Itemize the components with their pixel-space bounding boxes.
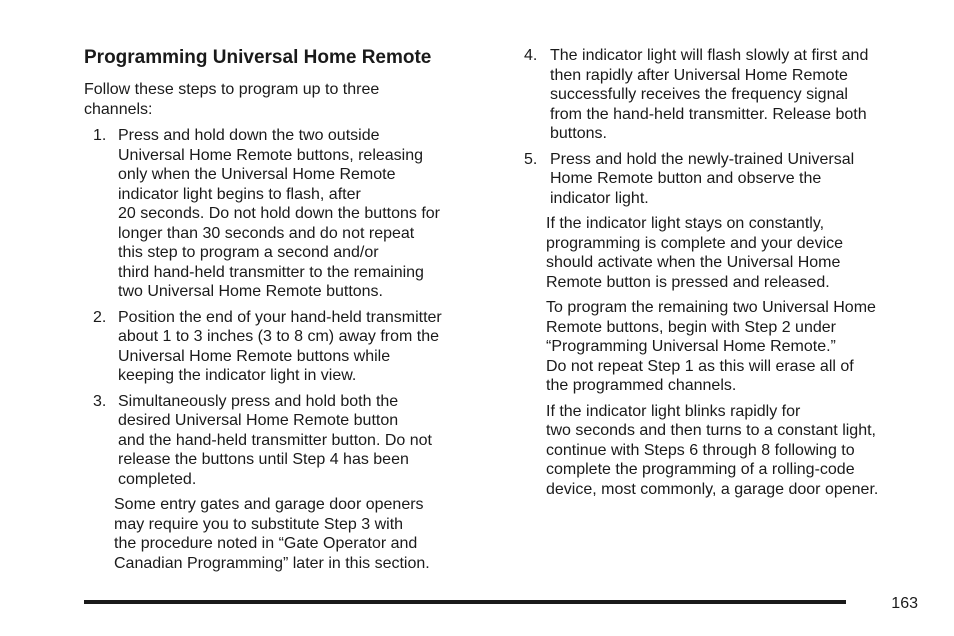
step-2 — [84, 308, 484, 386]
step-number: 5. — [524, 150, 538, 168]
step-line: two Universal Home Remote buttons. — [118, 283, 383, 300]
step-line: indicator light. — [550, 189, 649, 207]
step-line: longer than 30 seconds and do not repeat — [118, 224, 415, 242]
step-4 — [524, 46, 924, 144]
step-text — [550, 150, 924, 209]
note-line: may require you to substitute Step 3 with — [114, 515, 404, 533]
paragraph-constant-light — [524, 214, 924, 292]
step-3-note — [84, 495, 484, 573]
step-number: 2. — [93, 308, 107, 326]
intro-line: Follow these steps to program up to three — [84, 81, 380, 98]
para-line: To program the remaining two Universal Home — [546, 299, 876, 316]
paragraph-remaining-buttons — [524, 298, 924, 396]
step-line: from the hand-held transmitter. Release both — [550, 105, 867, 123]
note-line: the procedure noted in “Gate Operator and — [114, 535, 418, 552]
step-line: completed. — [118, 470, 197, 488]
note-line: Some entry gates and garage door openers — [114, 496, 424, 513]
step-1 — [84, 126, 484, 302]
step-number: 4. — [524, 47, 538, 64]
right-column — [524, 46, 924, 505]
step-5 — [524, 150, 924, 209]
step-text — [118, 308, 484, 386]
step-number: 1. — [93, 127, 107, 144]
step-line: Home Remote button and observe the — [550, 170, 822, 187]
step-line: third hand-held transmitter to the remaining — [118, 263, 424, 281]
step-line: Universal Home Remote buttons while — [118, 347, 391, 365]
intro-line: channels: — [84, 100, 153, 118]
footer-rule — [84, 600, 846, 604]
para-line: complete the programming of a rolling-code — [546, 461, 855, 478]
step-line: Press and hold the newly-trained Universal — [550, 150, 855, 168]
para-line: If the indicator light blinks rapidly for — [546, 402, 801, 420]
para-line: Remote buttons, begin with Step 2 under — [546, 318, 836, 336]
step-line: indicator light begins to flash, after — [118, 185, 361, 203]
step-line: Universal Home Remote buttons, releasing — [118, 146, 424, 164]
para-line: If the indicator light stays on constantly, — [546, 215, 825, 232]
step-line: successfully receives the frequency signal — [550, 86, 848, 103]
step-line: The indicator light will flash slowly at first and — [550, 47, 869, 64]
left-column — [84, 46, 484, 579]
para-line: programming is complete and your device — [546, 234, 844, 252]
step-text — [118, 126, 484, 302]
step-line: Press and hold down the two outside — [118, 127, 380, 144]
para-line: the programmed channels. — [546, 377, 737, 394]
para-line: Remote button is pressed and released. — [546, 273, 830, 291]
step-line: about 1 to 3 inches (3 to 8 cm) away from the — [118, 328, 440, 345]
page-number: 163 — [891, 595, 918, 612]
step-number: 3. — [93, 392, 107, 410]
step-line: this step to program a second and/or — [118, 244, 379, 261]
step-text — [550, 46, 924, 144]
paragraph-rolling-code — [524, 402, 924, 500]
step-line: only when the Universal Home Remote — [118, 166, 396, 183]
step-line: desired Universal Home Remote button — [118, 412, 399, 429]
step-line: and the hand-held transmitter button. Do not — [118, 431, 432, 449]
step-line: Position the end of your hand-held transmitter — [118, 308, 442, 326]
step-line: release the buttons until Step 4 has been — [118, 451, 409, 468]
intro-paragraph — [84, 80, 484, 119]
step-line: keeping the indicator light in view. — [118, 367, 357, 384]
note-line: Canadian Programming” later in this section. — [114, 554, 430, 572]
para-line: “Programming Universal Home Remote.” — [546, 338, 836, 355]
para-line: should activate when the Universal Home — [546, 254, 841, 271]
step-3 — [84, 392, 484, 490]
step-line: Simultaneously press and hold both the — [118, 392, 399, 410]
step-text — [118, 392, 484, 490]
para-line: device, most commonly, a garage door opener. — [546, 480, 879, 498]
para-line: continue with Steps 6 through 8 following to — [546, 441, 855, 459]
step-line: then rapidly after Universal Home Remote — [550, 66, 848, 84]
section-heading: Programming Universal Home Remote — [84, 47, 432, 68]
para-line: two seconds and then turns to a constant light, — [546, 422, 876, 439]
step-line: buttons. — [550, 125, 607, 142]
para-line: Do not repeat Step 1 as this will erase all of — [546, 357, 854, 375]
step-line: 20 seconds. Do not hold down the buttons for — [118, 205, 440, 222]
